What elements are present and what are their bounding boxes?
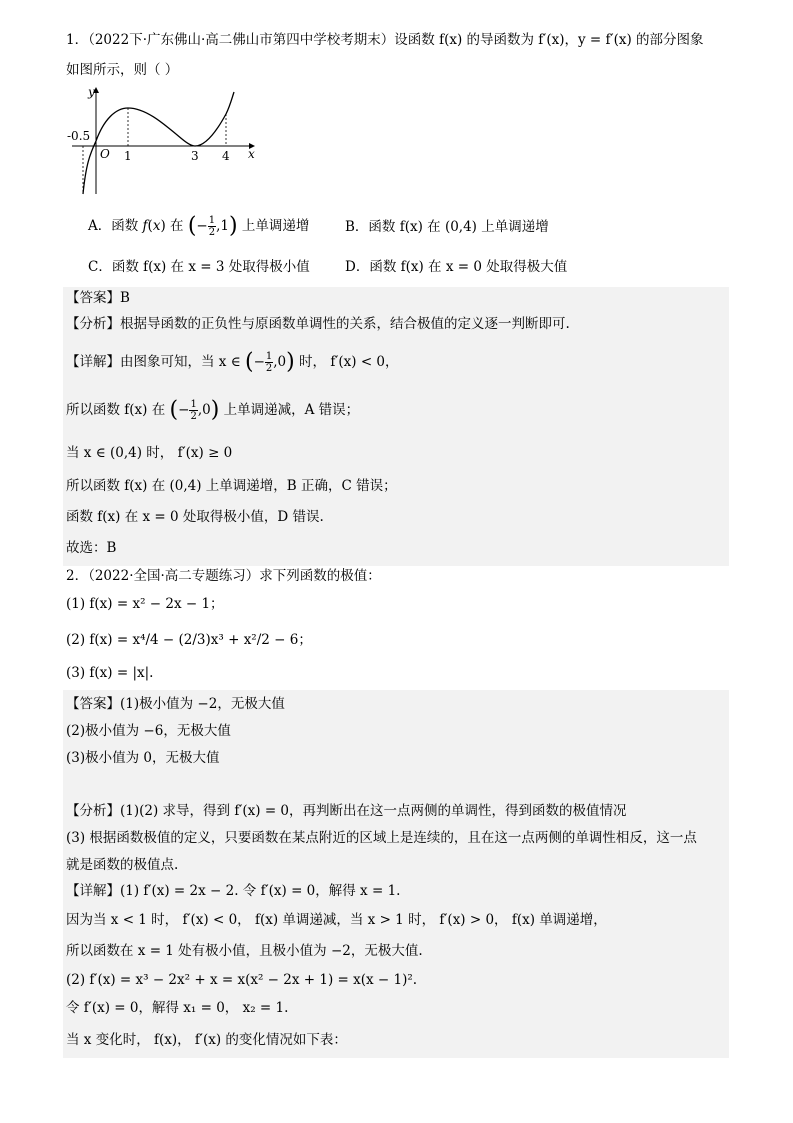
q2-detail-6: 当 x 变化时， f(x)， f′(x) 的变化情况如下表： — [66, 1032, 347, 1048]
q2-answer-1: 【答案】(1)极小值为 −2，无极大值 — [66, 696, 285, 712]
q1-analysis: 【分析】根据导函数的正负性与原函数单调性的关系，结合极值的定义逐一判断即可. — [66, 316, 570, 332]
q1-answer: 【答案】B — [66, 290, 130, 306]
q2-detail-1: 【详解】(1) f′(x) = 2x − 2. 令 f′(x) = 0，解得 x = 1. — [66, 883, 401, 899]
q2-detail-3: 所以函数在 x = 1 处有极小值，且极小值为 −2，无极大值. — [66, 943, 423, 959]
option-a: A．函数 f(x) 在 (− $\frac{1}{2}$ ,1) 上单调递增 — [88, 213, 310, 239]
q2-function-3: (3) f(x) = |x|. — [66, 665, 154, 681]
q2-detail-4: (2) f′(x) = x³ − 2x² + x = x(x² − 2x + 1) = x(x − 1)². — [66, 972, 418, 988]
x-tick-label-1: 1 — [124, 149, 132, 163]
q1-detail-line2: 所以函数 f(x) 在 (− $\frac{1}{2}$ ,0) 上单调递减，A 错误； — [66, 397, 360, 423]
q2-answer-3: (3)极小值为 0，无极大值 — [66, 750, 220, 766]
option-c: C．函数 f(x) 在 x = 3 处取得极小值 — [88, 259, 310, 275]
q2-stem: 2．（2022·全国·高二专题练习）求下列函数的极值： — [66, 568, 381, 584]
q2-detail-2: 因为当 x < 1 时， f′(x) < 0， f(x) 单调递减，当 x > 1 时， f′(x) > 0， f(x) 单调递增， — [66, 912, 607, 928]
q2-detail-5: 令 f′(x) = 0，解得 x₁ = 0， x₂ = 1. — [66, 1000, 289, 1016]
derivative-graph — [64, 84, 264, 196]
q1-stem-line1: 1．（2022下·广东佛山·高二佛山市第四中学校考期末）设函数 f(x) 的导函数为 f′(x)，y = f′(x) 的部分图象 — [66, 32, 704, 48]
q1-stem-line2: 如图所示，则（ ） — [66, 62, 179, 78]
q2-function-1: (1) f(x) = x² − 2x − 1； — [66, 596, 224, 612]
option-b: B．函数 f(x) 在 (0,4) 上单调递增 — [345, 219, 549, 235]
q2-analysis-2: (3) 根据函数极值的定义，只要函数在某点附近的区域上是连续的，且在这一点两侧的单调性相反，这一点 — [66, 830, 697, 846]
q2-answer-2: (2)极小值为 −6，无极大值 — [66, 723, 231, 739]
derivative-curve — [83, 92, 234, 194]
q1-detail-line5: 函数 f(x) 在 x = 0 处取得极小值，D 错误. — [66, 509, 324, 525]
q1-detail-line3: 当 x ∈ (0,4) 时， f′(x) ≥ 0 — [66, 445, 233, 461]
q2-analysis-1: 【分析】(1)(2) 求导，得到 f′(x) = 0，再判断出在这一点两侧的单调性，得到函数的极值情况 — [66, 803, 627, 819]
q2-analysis-3: 就是函数的极值点. — [66, 857, 179, 873]
q2-function-2: (2) f(x) = x⁴/4 − (2/3)x³ + x²/2 − 6； — [66, 632, 312, 648]
q1-choice: 故选：B — [66, 540, 117, 556]
option-d: D．函数 f(x) 在 x = 0 处取得极大值 — [345, 259, 568, 275]
x-axis-label: x — [248, 147, 255, 161]
q1-detail-line1: 【详解】由图象可知，当 x ∈ (− $\frac{1}{2}$ ,0) 时， f′(x) < 0， — [66, 349, 399, 375]
origin-label: O — [100, 147, 110, 161]
x-tick-label-3: 3 — [191, 149, 199, 163]
y-axis-label: y — [88, 85, 95, 99]
x-tick-label-4: 4 — [222, 149, 230, 163]
q1-detail-line4: 所以函数 f(x) 在 (0,4) 上单调递增，B 正确，C 错误； — [66, 478, 397, 494]
left-tick-label: -0.5 — [67, 129, 91, 143]
